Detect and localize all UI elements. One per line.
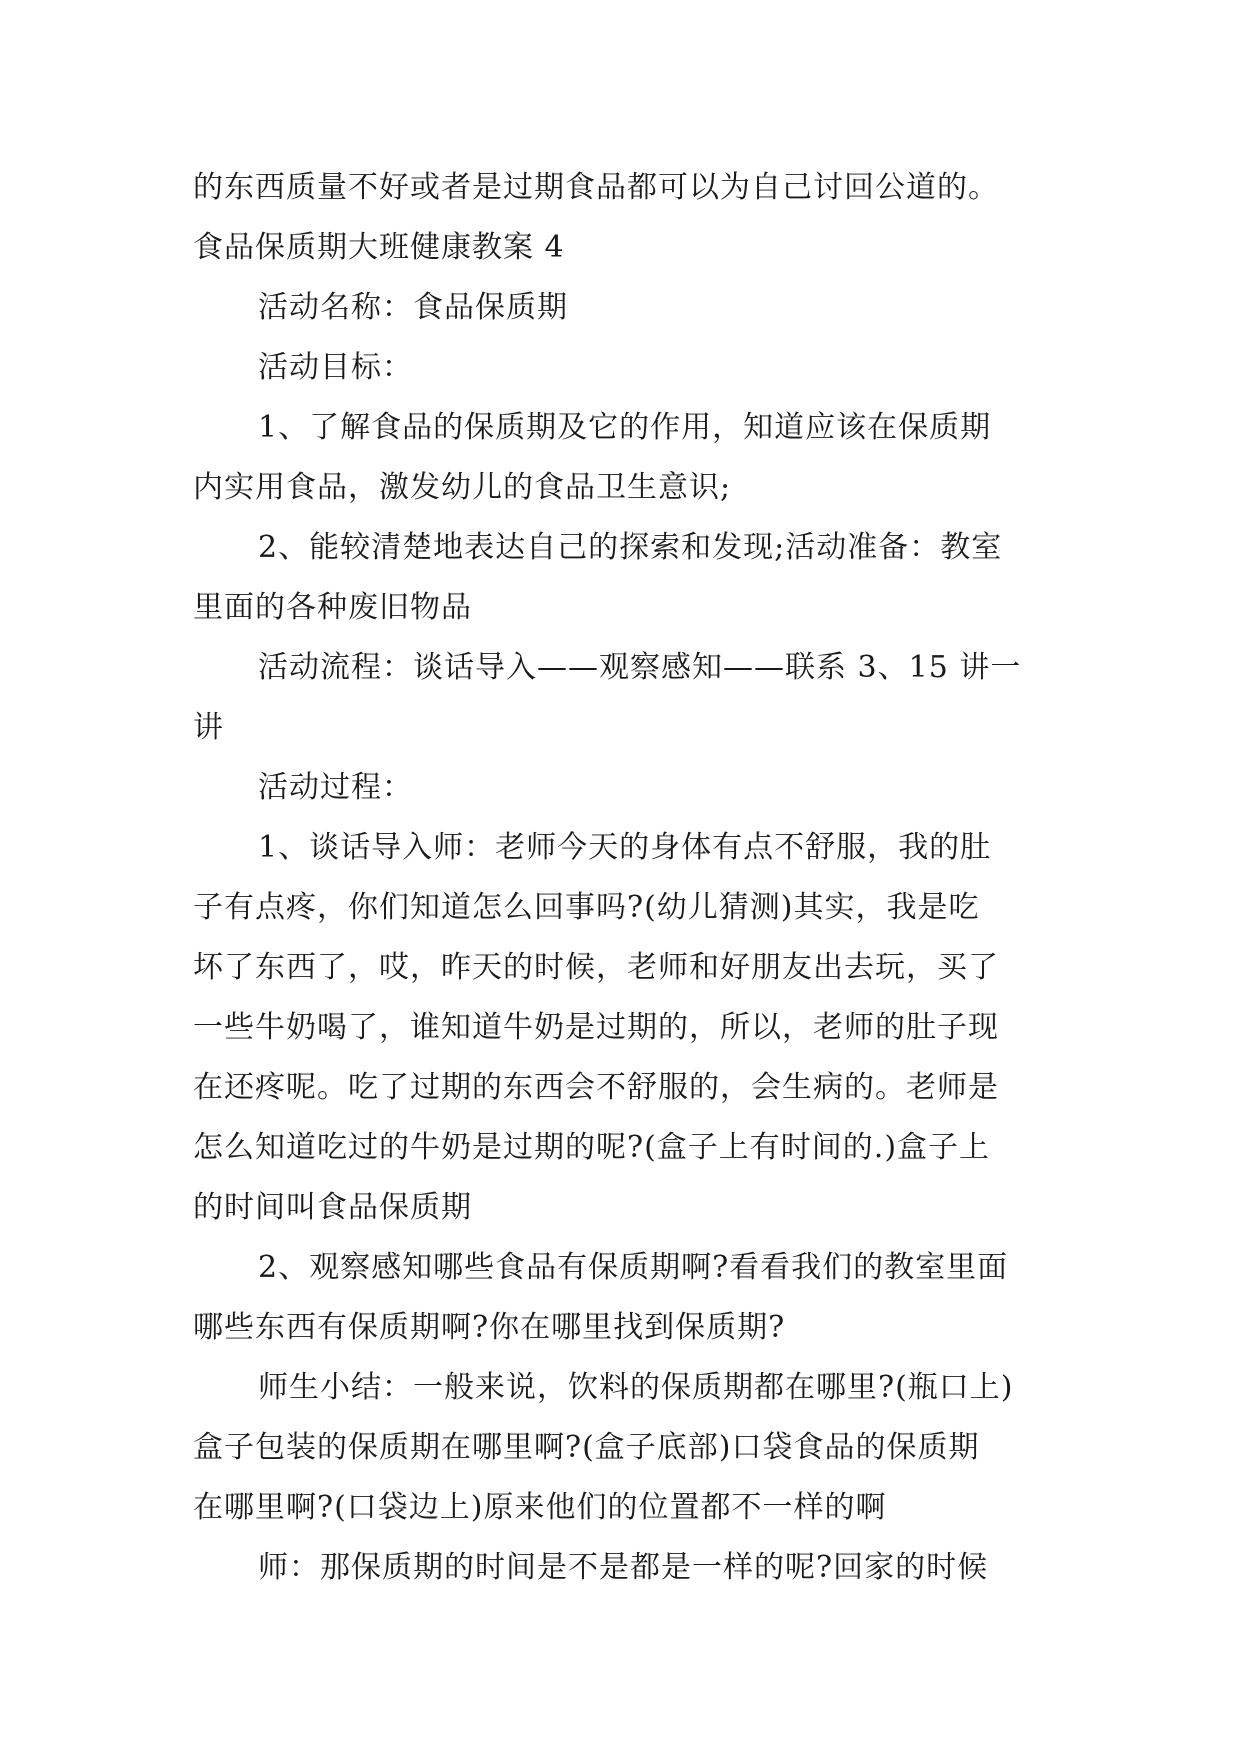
text-line: 内实用食品，激发幼儿的食品卫生意识; bbox=[193, 470, 732, 505]
text-line: 坏了东西了，哎，昨天的时候，老师和好朋友出去玩，买了 bbox=[193, 950, 999, 985]
text-line: 一些牛奶喝了，谁知道牛奶是过期的，所以，老师的肚子现 bbox=[193, 1010, 999, 1045]
text-line: 活动名称：食品保质期 bbox=[258, 290, 568, 325]
text-line: 2、观察感知哪些食品有保质期啊?看看我们的教室里面 bbox=[258, 1250, 1009, 1285]
text-line: 在哪里啊?(口袋边上)原来他们的位置都不一样的啊 bbox=[193, 1490, 887, 1525]
text-line: 怎么知道吃过的牛奶是过期的呢?(盒子上有时间的.)盒子上 bbox=[193, 1130, 991, 1165]
text-line: 哪些东西有保质期啊?你在哪里找到保质期? bbox=[193, 1310, 786, 1345]
text-line: 讲 bbox=[193, 710, 224, 745]
text-line: 师生小结：一般来说，饮料的保质期都在哪里?(瓶口上) bbox=[258, 1370, 1014, 1405]
text-line: 盒子包装的保质期在哪里啊?(盒子底部)口袋食品的保质期 bbox=[193, 1430, 980, 1465]
text-line: 活动过程： bbox=[258, 770, 413, 805]
text-line: 的东西质量不好或者是过期食品都可以为自己讨回公道的。 bbox=[193, 170, 999, 205]
text-line: 活动目标： bbox=[258, 350, 413, 385]
text-line: 2、能较清楚地表达自己的探索和发现;活动准备：教室 bbox=[258, 530, 1003, 565]
text-line: 活动流程：谈话导入——观察感知——联系 3、15 讲一 bbox=[258, 650, 1022, 685]
text-line: 的时间叫食品保质期 bbox=[193, 1190, 472, 1225]
text-line: 在还疼呢。吃了过期的东西会不舒服的，会生病的。老师是 bbox=[193, 1070, 999, 1105]
text-line: 1、谈话导入师：老师今天的身体有点不舒服，我的肚 bbox=[258, 830, 992, 865]
section-heading: 食品保质期大班健康教案 4 bbox=[193, 230, 565, 265]
text-line: 1、了解食品的保质期及它的作用，知道应该在保质期 bbox=[258, 410, 992, 445]
text-line: 师：那保质期的时间是不是都是一样的呢?回家的时候 bbox=[258, 1550, 989, 1585]
text-line: 里面的各种废旧物品 bbox=[193, 590, 472, 625]
text-line: 子有点疼，你们知道怎么回事吗?(幼儿猜测)其实，我是吃 bbox=[193, 890, 980, 925]
